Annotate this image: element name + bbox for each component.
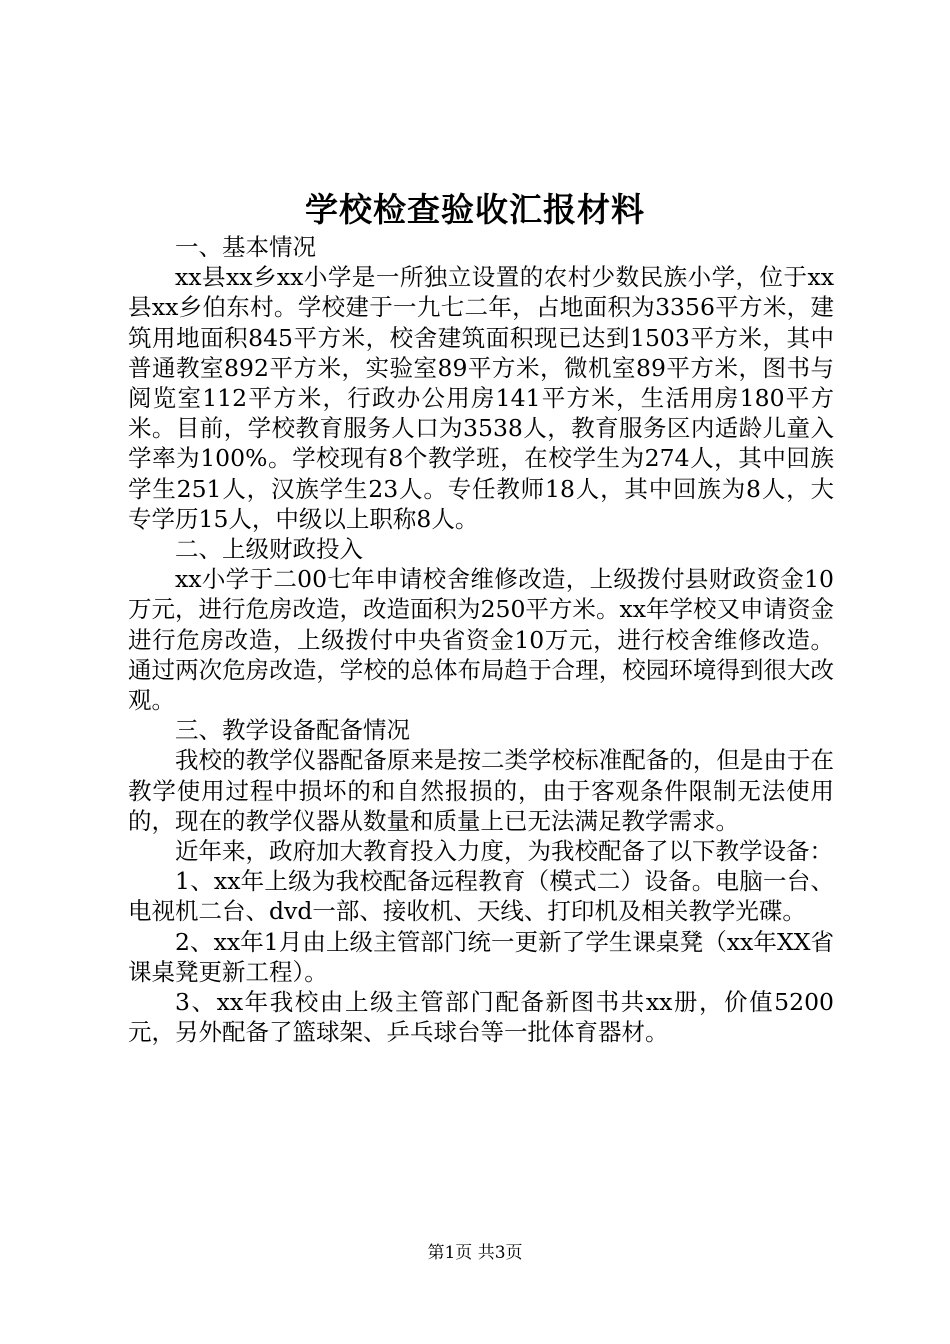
- paragraph-financial-input: xx小学于二00七年申请校舍维修改造，上级拨付县财政资金10万元，进行危房改造，改造面积为250平方米。xx年学校又申请资金进行危房改造，上级拨付中央省资金10万元，进行校舍维修改造。通过两次危房改造，学校的总体布局趋于合理，校园环境得到很大改观。: [128, 565, 834, 715]
- paragraph-basic-info: xx县xx乡xx小学是一所独立设置的农村少数民族小学，位于xx县xx乡伯东村。学校建于一九七二年，占地面积为3356平方米，建筑用地面积845平方米，校舍建筑面积现已达到1503平方米，其中普通教室892平方米，实验室89平方米，微机室89平方米，图书与阅览室112平方米，行政办公用房141平方米，生活用房180平方米。目前，学校教育服务人口为3538人，教育服务区内适龄儿童入学率为100%。学校现有8个教学班，在校学生为274人，其中回族学生251人，汉族学生23人。专任教师18人，其中回族为8人，大专学历15人，中级以上职称8人。: [128, 263, 834, 533]
- document-body: [128, 232, 834, 1047]
- section-heading-financial-input: 二、上级财政投入: [175, 535, 363, 564]
- paragraph-equipment-original: 我校的教学仪器配备原来是按二类学校标准配备的，但是由于在教学使用过程中损坏的和自然报损的，由于客观条件限制无法使用的，现在的教学仪器从数量和质量上已无法满足教学需求。: [128, 746, 834, 835]
- section-heading-basic-info: 一、基本情况: [175, 233, 316, 261]
- paragraph-equipment-recent: 近年来，政府加大教育投入力度，为我校配备了以下教学设备：: [175, 837, 833, 866]
- list-item-equipment-2: 2、xx年1月由上级主管部门统一更新了学生课桌凳（xx年XX省课桌凳更新工程）。: [128, 927, 834, 986]
- document-title: 学校检查验收汇报材料: [305, 190, 645, 229]
- list-item-equipment-3: 3、xx年我校由上级主管部门配备新图书共xx册，价值5200元，另外配备了篮球架、乒乓球台等一批体育器材。: [128, 988, 834, 1047]
- list-item-equipment-1: 1、xx年上级为我校配备远程教育（模式二）设备。电脑一台、电视机二台、dvd一部、接收机、天线、打印机及相关教学光碟。: [128, 867, 834, 926]
- section-heading-equipment: 三、教学设备配备情况: [175, 716, 410, 745]
- page-number-footer: 第1页 共3页: [427, 1243, 523, 1263]
